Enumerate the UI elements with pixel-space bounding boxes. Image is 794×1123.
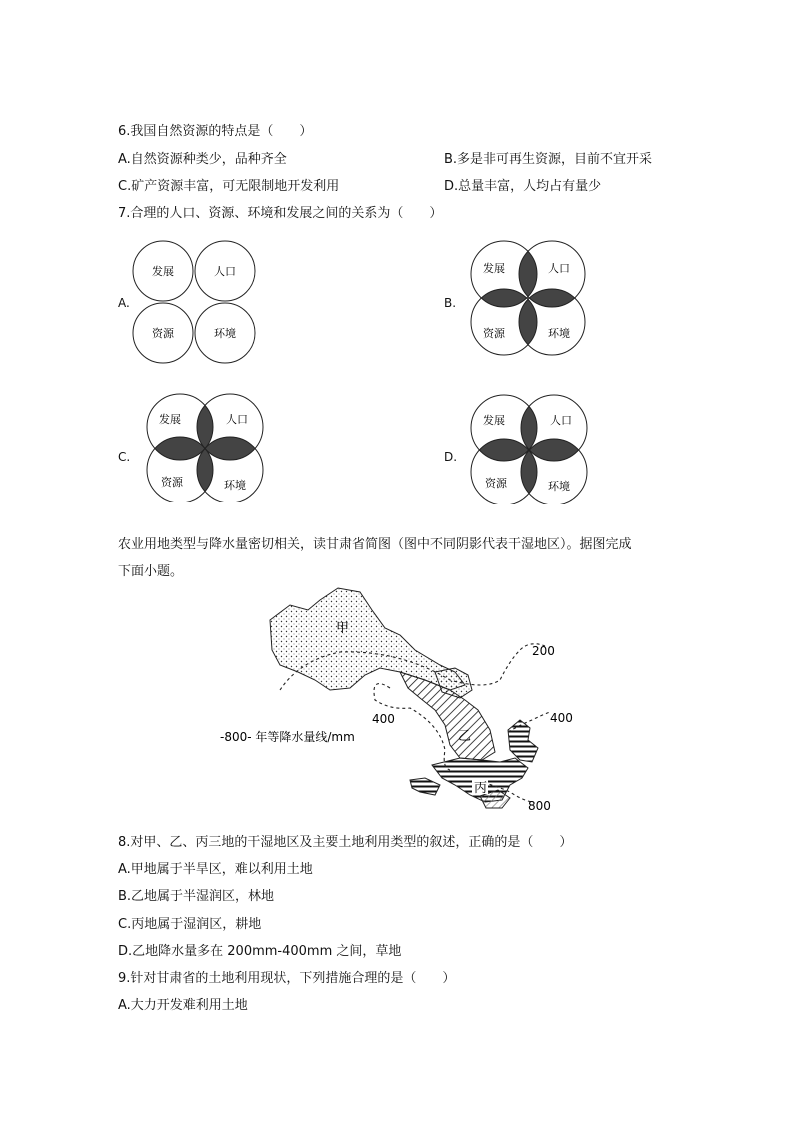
q7-diagram-a (130, 238, 260, 368)
q6-option-b: B.多是非可再生资源，目前不宜开采 (444, 152, 653, 167)
label-population: 人口 (550, 414, 572, 427)
label-development: 发展 (483, 262, 505, 275)
label-resources: 资源 (161, 476, 183, 489)
label-bing: 丙 (474, 781, 488, 796)
q6-option-c: C.矿产资源丰富，可无限制地开发利用 (118, 179, 340, 194)
q8-option-c: C.丙地属于湿润区，耕地 (118, 917, 262, 932)
label-yi: 乙 (458, 729, 472, 744)
q6-option-d: D.总量丰富，人均占有量少 (444, 179, 602, 194)
label-development: 发展 (152, 265, 174, 278)
region-southwest-striped (410, 778, 440, 795)
q7-diagram-d (466, 392, 592, 504)
label-resources: 资源 (483, 327, 505, 340)
region-east-striped (508, 720, 538, 762)
q6-option-a: A.自然资源种类少，品种齐全 (118, 152, 287, 167)
label-population: 人口 (226, 413, 248, 426)
q7-stem: 7.合理的人口、资源、环境和发展之间的关系为（ ） (118, 206, 443, 221)
label-environment: 环境 (224, 479, 246, 492)
q7-option-b-label: B. (444, 296, 457, 310)
q6-stem: 6.我国自然资源的特点是（ ） (118, 124, 313, 139)
gansu-map (210, 580, 600, 830)
q7-option-a-label: A. (118, 296, 130, 310)
q8-option-d: D.乙地降水量多在 200mm-400mm 之间，草地 (118, 944, 402, 959)
label-isohyet-200: 200 (532, 644, 555, 658)
q8-option-a: A.甲地属于半旱区，难以利用土地 (118, 862, 313, 877)
q7-diagram-b (466, 236, 590, 360)
label-population: 人口 (548, 262, 570, 275)
label-development: 发展 (483, 414, 505, 427)
q7-option-d-label: D. (444, 450, 458, 464)
label-population: 人口 (214, 265, 236, 278)
label-development: 发展 (159, 413, 181, 426)
q8-stem: 8.对甲、乙、丙三地的干湿地区及主要土地利用类型的叙述，正确的是（ ） (118, 835, 573, 850)
intro-line-2: 下面小题。 (118, 564, 184, 579)
label-environment: 环境 (548, 327, 570, 340)
label-environment: 环境 (548, 480, 570, 493)
q7-diagram-c (142, 392, 268, 502)
label-isohyet-400-left: 400 (372, 712, 395, 726)
label-isohyet-400-right: 400 (550, 711, 573, 725)
label-isohyet-800: 800 (528, 799, 551, 813)
label-environment: 环境 (214, 327, 236, 340)
map-legend: -800- 年等降水量线/mm (220, 730, 355, 744)
q9-stem: 9.针对甘肃省的土地利用现状，下列措施合理的是（ ） (118, 971, 456, 986)
intro-line-1: 农业用地类型与降水量密切相关，读甘肃省简图（图中不同阴影代表干湿地区）。据图完成 (118, 537, 632, 552)
q9-option-a: A.大力开发难利用土地 (118, 998, 248, 1013)
q8-option-b: B.乙地属于半湿润区，林地 (118, 889, 275, 904)
label-resources: 资源 (152, 327, 174, 340)
label-resources: 资源 (485, 477, 507, 490)
label-jia: 甲 (336, 621, 350, 636)
q7-option-c-label: C. (118, 450, 131, 464)
